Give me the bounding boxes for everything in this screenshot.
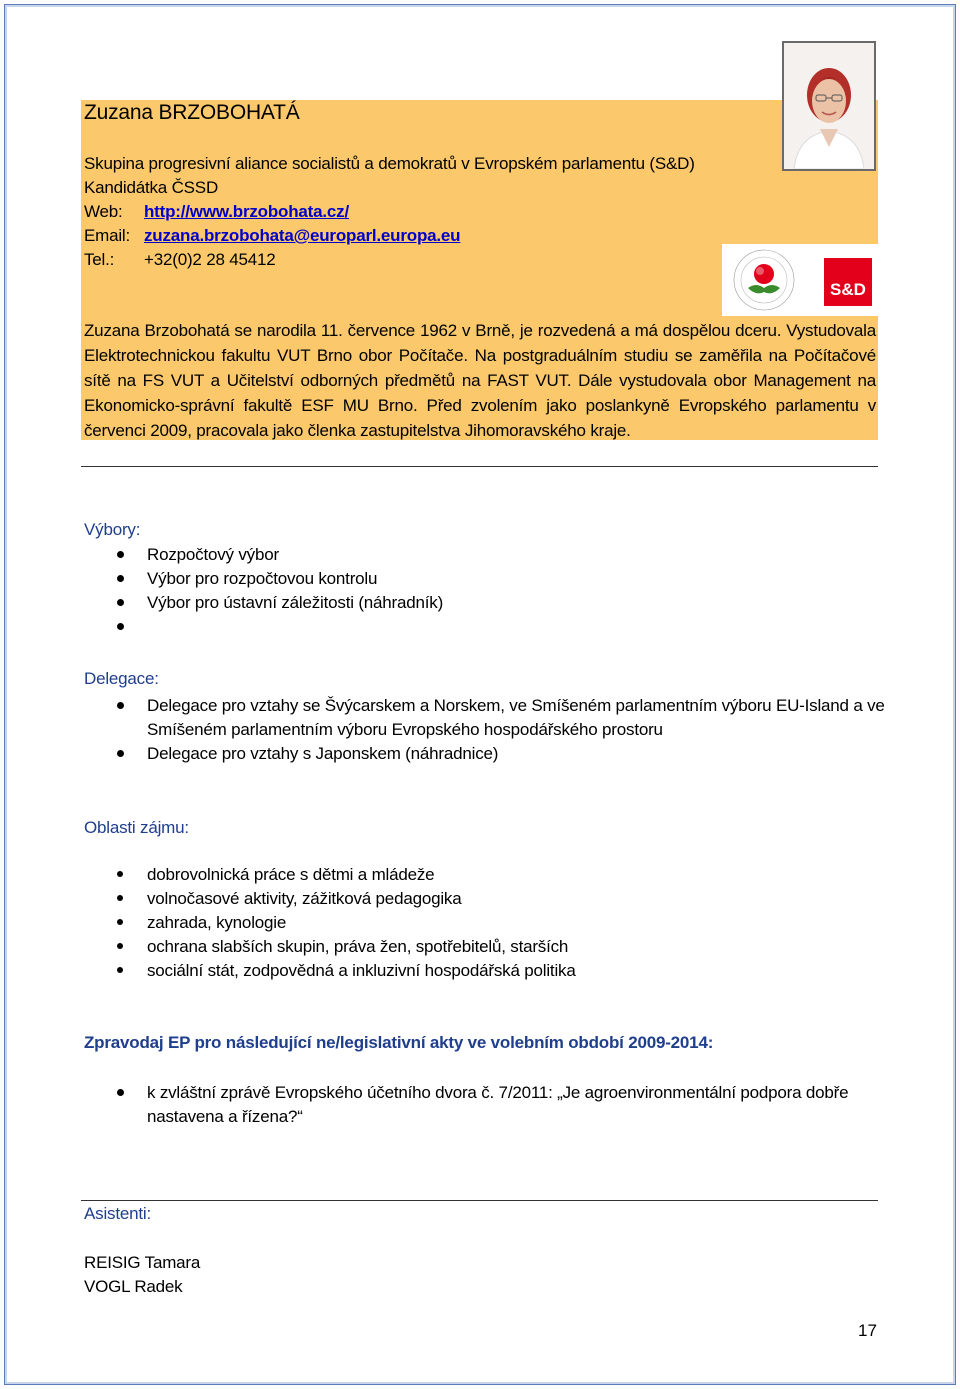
biography: Zuzana Brzobohatá se narodila 11. července 1962 v Brně, je rozvedená a má dospělou dceru. Vystudovala Elektrotechnickou fakultu VUT Brno obor Počítače. Na postgraduálním studiu se zaměřila na Počítačové sítě na FS VUT a Učitelství odborných předmětů na FAST VUT. Dále vystudovala obor Management na Ekonomicko-správní fakultě ESF MU Brno. Před zvolením jako poslankyně Evropského parlamentu v červenci 2009, pracovala jako členka zastupitelstva Jihomoravského kraje.: [84, 321, 876, 440]
tel-label: Tel.:: [84, 250, 115, 269]
bullet-icon: [117, 871, 123, 877]
email-row: [84, 224, 460, 248]
divider-top: [81, 466, 878, 467]
web-label: Web:: [84, 202, 123, 221]
web-link[interactable]: http://www.brzobohata.cz/: [144, 202, 349, 221]
list-item: Delegace pro vztahy se Švýcarskem a Norskem, ve Smíšeném parlamentním výboru EU-Island a ve Smíšeném parlamentním výboru Evropského hospodářského prostoru: [84, 694, 889, 742]
list-item: [84, 615, 884, 639]
page-number: 17: [858, 1321, 877, 1340]
list-item: dobrovolnická práce s dětmi a mládeže: [84, 863, 884, 887]
list-item: Rozpočtový výbor: [84, 543, 884, 567]
sd-logo: [824, 258, 872, 306]
list-item: Výbor pro ústavní záležitosti (náhradník): [84, 591, 884, 615]
email-link[interactable]: zuzana.brzobohata@europarl.europa.eu: [144, 226, 461, 245]
assistant-name: REISIG Tamara: [84, 1253, 201, 1272]
delegations-heading: Delegace:: [84, 669, 159, 688]
interests-heading: Oblasti zájmu:: [84, 818, 189, 837]
list-item: k zvláštní zprávě Evropského účetního dvora č. 7/2011: „Je agroenvironmentální podpora dobře nastavena a řízena?“: [84, 1081, 887, 1129]
bullet-icon: [117, 599, 124, 606]
candidate-party: Kandidátka ČSSD: [84, 178, 219, 197]
assistants-heading: Asistenti:: [84, 1204, 151, 1223]
list-item: sociální stát, zodpovědná a inkluzivní hospodářská politika: [84, 959, 884, 983]
bullet-icon: [117, 1089, 124, 1096]
tel-row: [84, 248, 276, 272]
delegations-list: [84, 694, 884, 766]
bullet-icon: [117, 895, 123, 901]
rapporteur-heading: Zpravodaj EP pro následující ne/legislativní akty ve volebním období 2009-2014:: [84, 1033, 714, 1052]
web-row: [84, 200, 349, 224]
mep-name: Zuzana BRZOBOHATÁ: [84, 101, 300, 124]
interests-list: [84, 863, 884, 983]
rapporteur-list: [84, 1081, 884, 1129]
list-item: ochrana slabších skupin, práva žen, spotřebitelů, starších: [84, 935, 884, 959]
party-logos: [722, 244, 878, 316]
list-item: Delegace pro vztahy s Japonskem (náhradnice): [84, 742, 884, 766]
committees-heading: Výbory:: [84, 520, 141, 539]
list-item: zahrada, kynologie: [84, 911, 884, 935]
portrait-photo: [782, 41, 876, 171]
bullet-icon: [117, 943, 123, 949]
divider-bottom: [81, 1200, 878, 1201]
bullet-icon: [117, 551, 124, 558]
bullet-icon: [117, 623, 124, 630]
tel-value: +32(0)2 28 45412: [144, 250, 276, 269]
email-label: Email:: [84, 226, 131, 245]
list-item: volnočasové aktivity, zážitková pedagogika: [84, 887, 884, 911]
assistant-name: VOGL Radek: [84, 1277, 183, 1296]
bullet-icon: [117, 967, 123, 973]
bullet-icon: [117, 702, 124, 709]
political-group: Skupina progresivní aliance socialistů a demokratů v Evropském parlamentu (S&D): [84, 154, 695, 173]
bullet-icon: [117, 575, 124, 582]
bullet-icon: [117, 919, 123, 925]
bullet-icon: [117, 750, 124, 757]
list-item: Výbor pro rozpočtovou kontrolu: [84, 567, 884, 591]
sd-logo-text: S&D: [830, 280, 866, 299]
committees-list: [84, 543, 884, 639]
